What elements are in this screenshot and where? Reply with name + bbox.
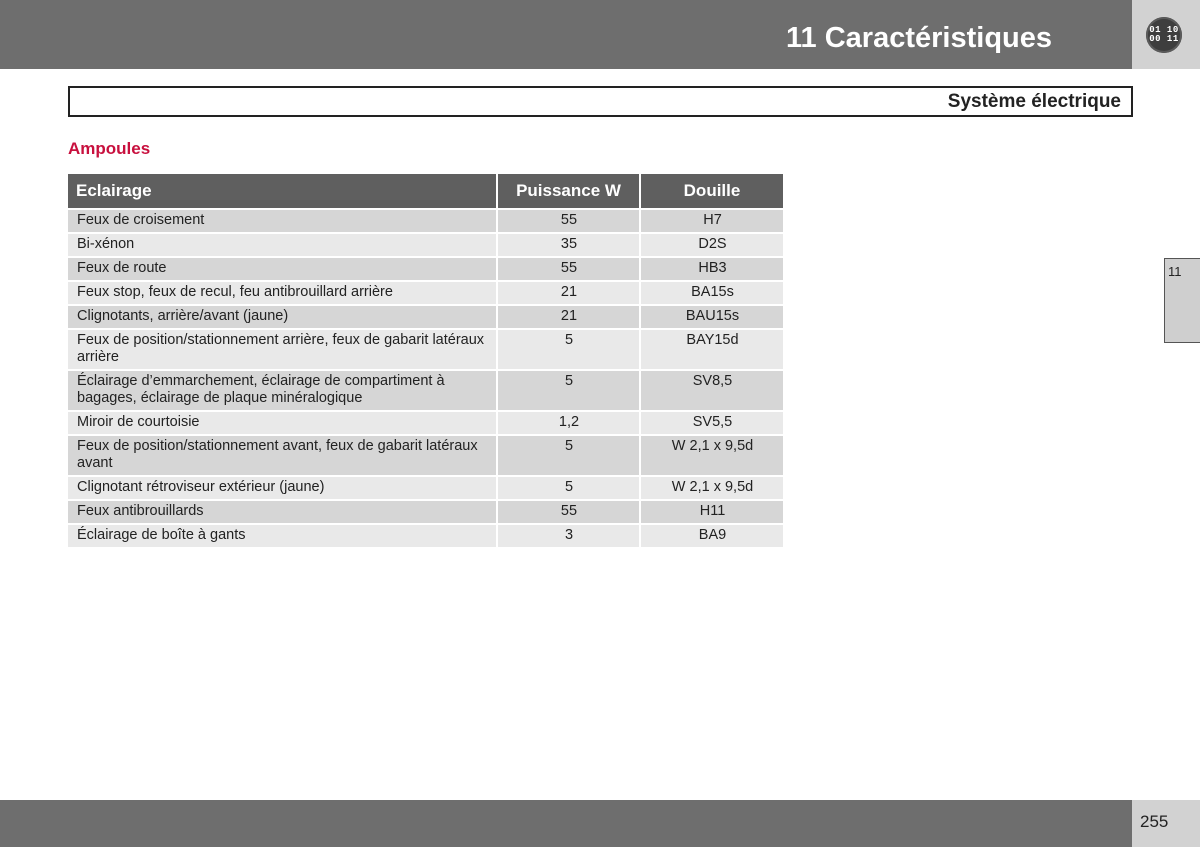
bulbs-table: [68, 174, 783, 549]
cell-lighting: Feux antibrouillards: [68, 500, 497, 524]
chapter-title: 11 Caractéristiques: [786, 22, 1052, 54]
cell-lighting: Éclairage de boîte à gants: [68, 524, 497, 548]
table-row: [68, 500, 783, 524]
cell-power: 5: [497, 476, 640, 500]
cell-socket: BAU15s: [640, 305, 783, 329]
column-header-lighting: Eclairage: [68, 174, 497, 209]
table-row: [68, 233, 783, 257]
table-header-row: [68, 174, 783, 209]
cell-lighting: Éclairage d’emmarchement, éclairage de compartiment à bagages, éclairage de plaque minéralogique: [68, 370, 497, 411]
section-title: Système électrique: [947, 91, 1121, 112]
table-row: [68, 411, 783, 435]
cell-socket: BA9: [640, 524, 783, 548]
table-body: [68, 209, 783, 548]
chapter-side-tab: [1164, 258, 1200, 343]
table-row: [68, 281, 783, 305]
table-row: [68, 370, 783, 411]
cell-power: 55: [497, 500, 640, 524]
cell-lighting: Feux de position/stationnement avant, feux de gabarit latéraux avant: [68, 435, 497, 476]
table-row: [68, 305, 783, 329]
footer-bar: [0, 800, 1132, 847]
section-header: [68, 86, 1133, 117]
table-row: [68, 524, 783, 548]
cell-socket: D2S: [640, 233, 783, 257]
cell-power: 1,2: [497, 411, 640, 435]
cell-power: 21: [497, 281, 640, 305]
cell-lighting: Feux stop, feux de recul, feu antibrouillard arrière: [68, 281, 497, 305]
cell-socket: BA15s: [640, 281, 783, 305]
cell-socket: BAY15d: [640, 329, 783, 370]
footer-box: [1132, 800, 1200, 847]
page-number: 255: [1140, 812, 1169, 831]
column-header-power: Puissance W: [497, 174, 640, 209]
table-row: [68, 257, 783, 281]
cell-socket: H7: [640, 209, 783, 233]
cell-power: 55: [497, 209, 640, 233]
cell-lighting: Clignotants, arrière/avant (jaune): [68, 305, 497, 329]
cell-lighting: Feux de position/stationnement arrière, feux de gabarit latéraux arrière: [68, 329, 497, 370]
cell-socket: SV5,5: [640, 411, 783, 435]
cell-power: 5: [497, 329, 640, 370]
cell-power: 5: [497, 370, 640, 411]
icon-line-2: 00 11: [1149, 34, 1179, 44]
cell-power: 35: [497, 233, 640, 257]
table-row: [68, 329, 783, 370]
cell-power: 55: [497, 257, 640, 281]
cell-socket: W 2,1 x 9,5d: [640, 476, 783, 500]
side-tab-label: 11: [1168, 264, 1182, 279]
cell-lighting: Feux de route: [68, 257, 497, 281]
cell-lighting: Feux de croisement: [68, 209, 497, 233]
cell-power: 5: [497, 435, 640, 476]
cell-socket: H11: [640, 500, 783, 524]
cell-lighting: Miroir de courtoisie: [68, 411, 497, 435]
icon-line-1: 01 10: [1149, 25, 1179, 35]
table-row: [68, 435, 783, 476]
cell-lighting: Bi-xénon: [68, 233, 497, 257]
cell-socket: SV8,5: [640, 370, 783, 411]
table-row: [68, 209, 783, 233]
binary-code-icon: [1146, 17, 1182, 53]
column-header-socket: Douille: [640, 174, 783, 209]
header-icon-box: [1132, 0, 1200, 69]
cell-power: 21: [497, 305, 640, 329]
cell-power: 3: [497, 524, 640, 548]
cell-lighting: Clignotant rétroviseur extérieur (jaune): [68, 476, 497, 500]
table-row: [68, 476, 783, 500]
header-bar: [0, 0, 1132, 69]
cell-socket: W 2,1 x 9,5d: [640, 435, 783, 476]
subsection-title: Ampoules: [68, 139, 151, 158]
cell-socket: HB3: [640, 257, 783, 281]
